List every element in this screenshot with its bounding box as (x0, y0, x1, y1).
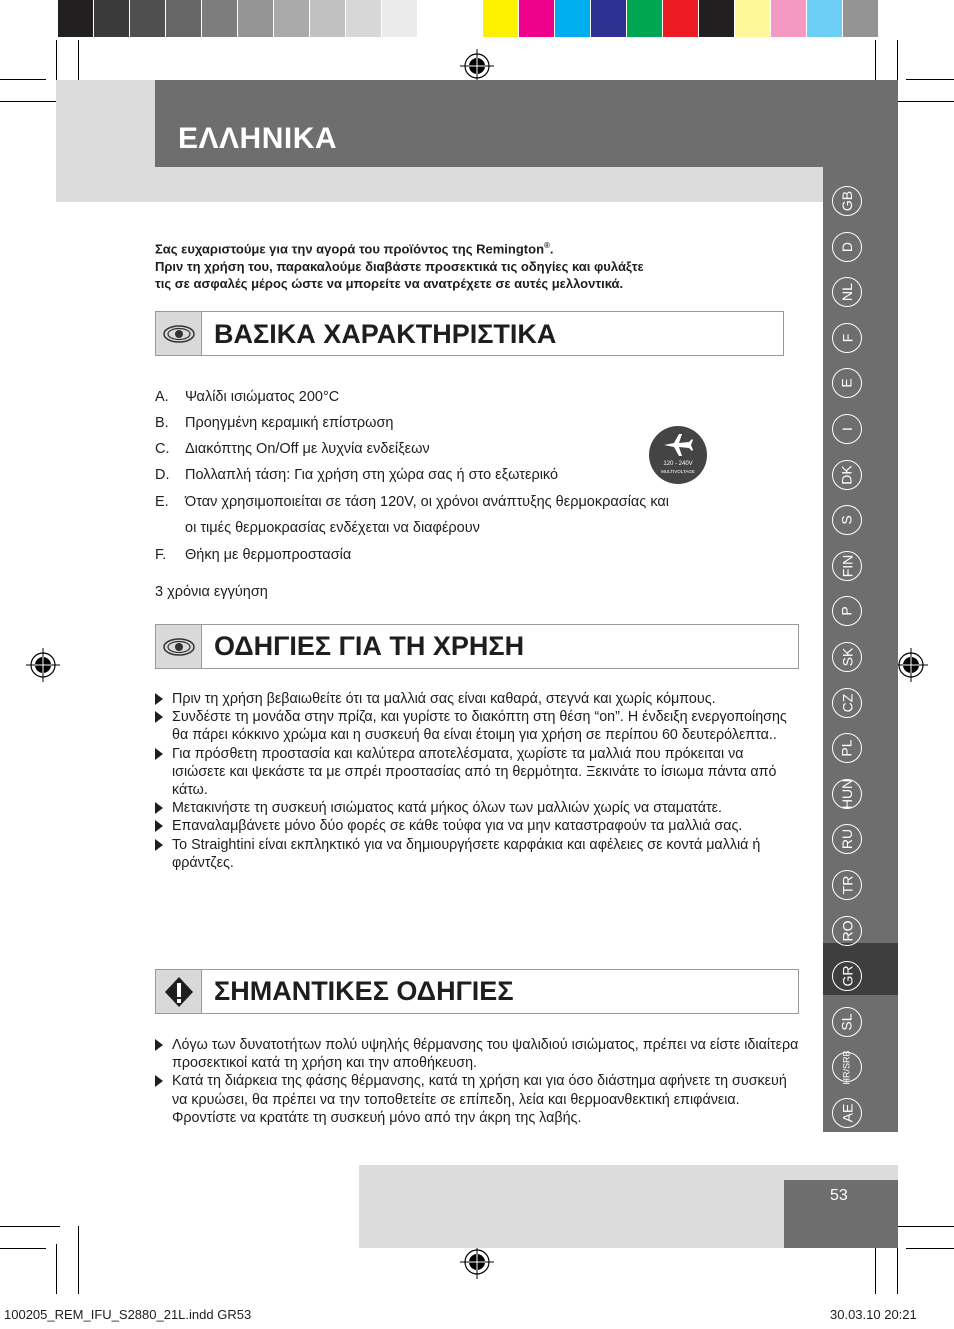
registration-mark-icon (894, 648, 928, 682)
feature-item (155, 414, 795, 432)
color-swatch (130, 0, 166, 37)
crop-mark (897, 40, 898, 85)
list-item-text: Πριν τη χρήση βεβαιωθείτε ότι τα μαλλιά σας είναι καθαρά, στεγνά και χωρίς κόμπους. (172, 691, 716, 707)
list-item-text: Επαναλαμβάνετε μόνο δύο φορές σε κάθε τούφα για να μην καταστραφούν τα μαλλιά σας. (172, 818, 743, 835)
language-tab-p[interactable] (832, 596, 862, 626)
language-tab-label: FIN (839, 554, 855, 578)
color-swatch (699, 0, 735, 37)
features-title: ΒΑΣΙΚΑ ΧΑΡΑΚΤΗΡΙΣΤΙΚΑ (214, 319, 557, 349)
feature-letter: C. (155, 441, 170, 457)
language-tab-label: TR (838, 875, 855, 895)
language-tab-gb[interactable] (832, 186, 862, 216)
triangle-bullet-icon (155, 820, 163, 832)
language-tab-label: P (839, 606, 855, 616)
crop-mark (906, 79, 954, 80)
airplane-icon (662, 432, 694, 458)
language-tab-label: DK (838, 465, 855, 485)
registration-mark-icon (460, 1245, 494, 1279)
crop-mark (890, 1226, 954, 1227)
feature-letter: A. (155, 389, 169, 405)
intro-text (155, 237, 805, 293)
color-swatch (807, 0, 843, 37)
language-tab-label: F (839, 333, 855, 343)
color-swatch (346, 0, 382, 37)
features-heading-box (155, 311, 784, 356)
triangle-bullet-icon (155, 802, 163, 814)
color-swatch (519, 0, 555, 37)
feature-item (155, 388, 795, 406)
intro-line-2: Πριν τη χρήση του, παρακαλούμε διαβάστε προσεκτικά τις οδηγίες και φυλάξτε (155, 258, 644, 274)
language-tab-d[interactable] (832, 232, 862, 262)
feature-text: οι τιμές θερμοκρασίας ενδέχεται να διαφέρουν (185, 520, 480, 536)
color-swatch (591, 0, 627, 37)
language-tab-dk[interactable] (832, 460, 862, 490)
feature-text: Προηγμένη κεραμική επίστρωση (185, 415, 394, 431)
important-heading-box (155, 969, 799, 1014)
crop-mark (56, 1244, 57, 1294)
usage-list (155, 690, 800, 872)
feature-text: Διακόπτης On/Off με λυχνία ενδείξεων (185, 441, 430, 457)
list-item-text: Το Straightini είναι εκπληκτικό για να δημιουργήσετε καρφάκια και αφέλειες σε κοντά μαλλιά ή φράντζες. (172, 836, 761, 871)
list-item-text: Λόγω των δυνατοτήτων πολύ υψηλής θέρμανσης του ψαλιδιού ισιώματος, πρέπει να είστε ιδιαίτερα προσεκτικοί κατά τη χρήση και την αποθήκευση. (172, 1037, 799, 1072)
triangle-bullet-icon (155, 839, 163, 851)
triangle-bullet-icon (155, 1075, 163, 1087)
language-tab-i[interactable] (832, 414, 862, 444)
feature-text: Πολλαπλή τάση: Για χρήση στη χώρα σας ή στο εξωτερικό (185, 467, 559, 483)
feature-text: Ψαλίδι ισιώματος 200°C (185, 389, 340, 405)
language-tab-tr[interactable] (832, 870, 862, 900)
language-tab-label: HR/SRB (841, 1049, 852, 1085)
crop-mark (78, 1226, 79, 1294)
crop-mark (0, 1226, 60, 1227)
language-tab-label: E (839, 378, 855, 388)
language-tab-label: AE (839, 1103, 855, 1123)
triangle-bullet-icon (155, 711, 163, 723)
language-tab-label: CZ (838, 693, 855, 713)
color-swatch (166, 0, 202, 37)
grayscale-swatches (58, 0, 454, 37)
color-swatch (202, 0, 238, 37)
list-item-text: Για πρόσθετη προστασία και καλύτερα αποτελέσματα, χωρίστε τα μαλλιά που πρόκειται να ισιώσετε και ψεκάστε τα με σπρέι προστασίας από τη θερμότητα. Ξεκινάτε το ίσιωμα πάντα από κάτω. (172, 745, 777, 799)
language-tab-nl[interactable] (832, 277, 862, 307)
list-item (155, 690, 800, 708)
crop-mark (0, 79, 46, 80)
triangle-bullet-icon (155, 1039, 163, 1051)
crop-mark (890, 101, 954, 102)
language-tab-pl[interactable] (832, 733, 862, 763)
triangle-bullet-icon (155, 693, 163, 705)
color-swatch (94, 0, 130, 37)
usage-heading-box (155, 624, 799, 669)
color-swatch (663, 0, 699, 37)
language-tab-label: PL (839, 739, 855, 757)
language-tab-label: RU (838, 828, 855, 850)
registered-mark: ® (544, 241, 550, 250)
triangle-bullet-icon (155, 748, 163, 760)
color-swatch (382, 0, 418, 37)
language-tab-label: GR (839, 965, 855, 987)
language-tab-ae[interactable] (832, 1098, 862, 1128)
badge-label: MULTIVOLTAGE (661, 469, 695, 474)
registration-mark-icon (26, 648, 60, 682)
language-tab-fin[interactable] (832, 551, 862, 581)
crop-mark (56, 40, 57, 85)
language-tab-label: S (839, 515, 855, 525)
footer-timestamp: 30.03.10 20:21 (830, 1307, 917, 1322)
registration-mark-icon (460, 49, 494, 83)
language-tab-hr-srb[interactable] (832, 1049, 862, 1085)
language-tab-label: NL (839, 283, 855, 301)
color-swatch (238, 0, 274, 37)
eye-icon (156, 312, 202, 355)
intro-line-1-end: . (549, 241, 554, 257)
color-swatch (274, 0, 310, 37)
feature-text: Θήκη με θερμοπροστασία (185, 547, 352, 563)
language-tab-ru[interactable] (832, 824, 862, 854)
feature-item (155, 493, 795, 511)
language-tab-label: SK (839, 647, 855, 667)
language-tab-label: D (839, 241, 855, 253)
color-swatch (58, 0, 94, 37)
usage-title: ΟΔΗΓΙΕΣ ΓΙΑ ΤΗ ΧΡΗΣΗ (214, 631, 525, 661)
feature-letter: E. (155, 494, 169, 510)
list-item-text: Κατά τη διάρκεια της φάσης θέρμανσης, κατά τη χρήση και για όσο διάστημα αφήνετε τη συσκευή να κρυώσει, θα πρέπει να την τοποθετείτε σε επίπεδη, λεία και θερμοανθεκτική επιφάνεια. Φροντίστε να κρατάτε τη συσκευή μόνο από την άκρη της λαβής. (172, 1073, 787, 1126)
list-item-text: Συνδέστε τη μονάδα στην πρίζα, και γυρίστε το διακόπτη στη θέση “on”. Η ένδειξη ενεργοποίησης θα πάρει κόκκινο χρώμα και η συσκευή θα είναι έτοιμη για χρήση σε περίπου 60 δευτερόλεπτα.. (172, 709, 787, 744)
important-title: ΣΗΜΑΝΤΙΚΕΣ ΟΔΗΓΙΕΣ (214, 976, 514, 1006)
crop-mark (0, 101, 60, 102)
color-swatch (627, 0, 663, 37)
language-tab-gr[interactable] (832, 961, 862, 991)
language-tab-sl[interactable] (832, 1007, 862, 1037)
eye-icon (156, 625, 202, 668)
feature-item (155, 519, 795, 537)
language-tab-hun[interactable] (832, 779, 862, 809)
footer-file-info: 100205_REM_IFU_S2880_21L.indd GR53 (4, 1307, 252, 1322)
color-swatch (735, 0, 771, 37)
feature-letter: D. (155, 467, 170, 483)
color-swatch (310, 0, 346, 37)
language-tab-s[interactable] (832, 505, 862, 535)
page-title: ΕΛΛΗΝΙΚΑ (178, 122, 338, 155)
language-tab-label: GB (838, 190, 855, 212)
list-item (155, 817, 800, 835)
language-tab-label: SL (839, 1013, 855, 1031)
language-tab-e[interactable] (832, 368, 862, 398)
color-swatch (418, 0, 454, 37)
badge-voltage: 120 - 240V (663, 461, 693, 467)
language-tab-label: I (838, 427, 855, 431)
language-tab-ro[interactable] (832, 916, 862, 946)
multivoltage-badge (649, 426, 707, 484)
warranty-text: 3 χρόνια εγγύηση (155, 584, 268, 600)
color-swatches (483, 0, 879, 37)
language-tab-label: HUN (839, 778, 855, 810)
color-swatch (483, 0, 519, 37)
crop-mark (906, 1248, 954, 1249)
important-list (155, 1036, 800, 1127)
crop-mark (897, 1244, 898, 1294)
crop-mark (0, 1248, 46, 1249)
list-item (155, 1072, 800, 1127)
list-item (155, 1036, 800, 1072)
warning-icon (156, 970, 202, 1013)
list-item (155, 799, 800, 817)
language-tab-label: RO (839, 920, 855, 942)
feature-letter: F. (155, 547, 167, 563)
color-swatch (843, 0, 879, 37)
intro-line-1: Σας ευχαριστούμε για την αγορά του προϊόντος της Remington (155, 241, 545, 257)
color-swatch (771, 0, 807, 37)
language-tab-cz[interactable] (832, 688, 862, 718)
list-item (155, 745, 800, 800)
feature-text: Όταν χρησιμοποιείται σε τάση 120V, οι χρόνοι ανάπτυξης θερμοκρασίας και (185, 494, 670, 510)
feature-item (155, 546, 795, 564)
list-item-text: Μετακινήστε τη συσκευή ισιώματος κατά μήκος όλων των μαλλιών χωρίς να σταματάτε. (172, 800, 722, 817)
color-swatch (555, 0, 591, 37)
page-number: 53 (830, 1187, 848, 1204)
list-item (155, 708, 800, 744)
language-tab-f[interactable] (832, 323, 862, 353)
language-tab-sk[interactable] (832, 642, 862, 672)
intro-line-3: τις σε ασφαλές μέρος ώστε να μπορείτε να ανατρέχετε σε αυτές μελλοντικά. (155, 276, 624, 292)
list-item (155, 836, 800, 872)
feature-letter: B. (155, 415, 169, 431)
